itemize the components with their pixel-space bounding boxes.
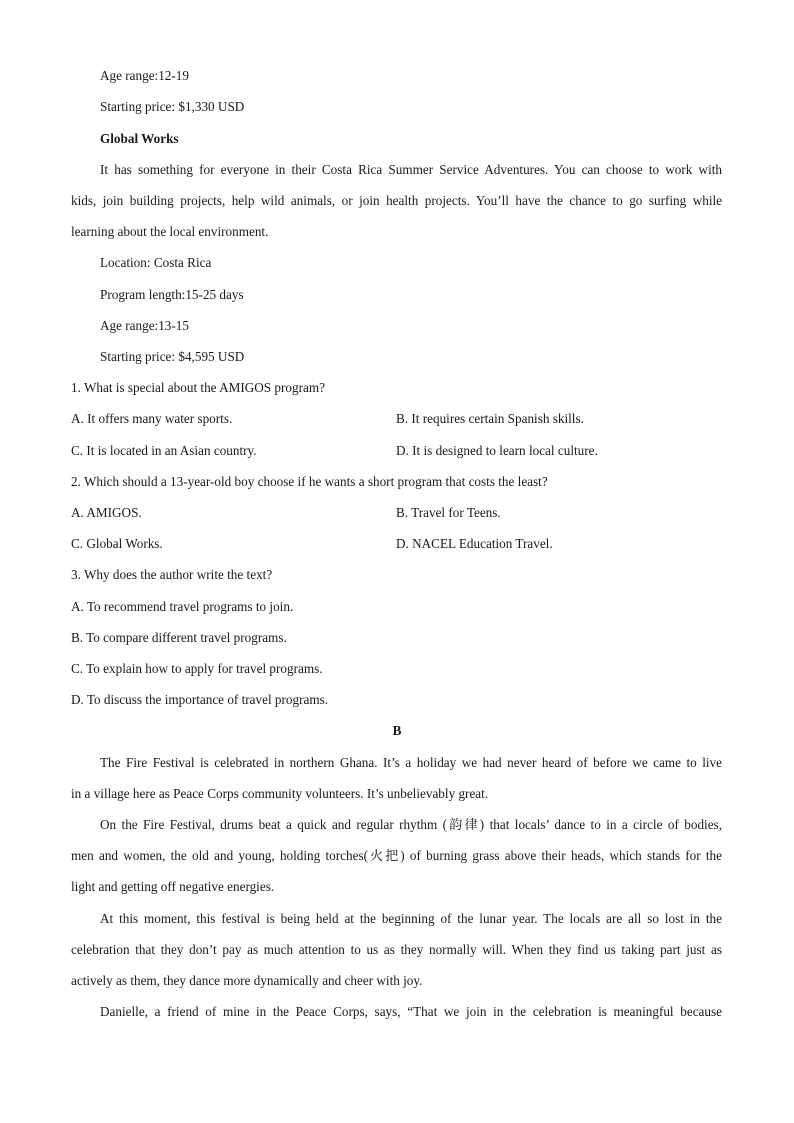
- question-3-option-a: A. To recommend travel programs to join.: [71, 599, 294, 614]
- global-works-line-2: kids, join building projects, help wild animals, or join health projects. You’ll have the chance to go surfing while: [71, 193, 722, 208]
- section-b-line-4: men and women, the old and young, holding torches(火把) of burning grass above their heads, which stands for the: [71, 848, 722, 863]
- program-length: Program length:15-25 days: [100, 287, 244, 302]
- question-1-stem: 1. What is special about the AMIGOS program?: [71, 380, 325, 395]
- question-1-option-a: A. It offers many water sports.: [71, 411, 233, 426]
- question-3-option-b: B. To compare different travel programs.: [71, 630, 287, 645]
- question-1-option-b: B. It requires certain Spanish skills.: [396, 411, 584, 426]
- global-works-line-1: It has something for everyone in their Costa Rica Summer Service Adventures. You can choose to work with: [100, 162, 722, 177]
- question-2-option-b: B. Travel for Teens.: [396, 505, 501, 520]
- starting-price-1: Starting price: $1,330 USD: [100, 99, 245, 114]
- question-2-option-d: D. NACEL Education Travel.: [396, 536, 553, 551]
- question-1-option-d: D. It is designed to learn local culture.: [396, 443, 598, 458]
- question-3-option-c: C. To explain how to apply for travel programs.: [71, 661, 323, 676]
- section-b-line-5: light and getting off negative energies.: [71, 879, 275, 894]
- question-2-option-c: C. Global Works.: [71, 536, 163, 551]
- section-b-line-6: At this moment, this festival is being held at the beginning of the lunar year. The locals are all so lost in the: [100, 911, 722, 926]
- question-1-option-c: C. It is located in an Asian country.: [71, 443, 257, 458]
- section-b-line-3: On the Fire Festival, drums beat a quick and regular rhythm (韵律) that locals’ dance to in a circle of bodies,: [100, 817, 722, 832]
- section-b-line-9: Danielle, a friend of mine in the Peace Corps, says, “That we join in the celebration is meaningful because: [100, 1004, 722, 1019]
- section-b-line-7: celebration that they don’t pay as much attention to us as they normally will. When they find us taking part just as: [71, 942, 722, 957]
- question-3-option-d: D. To discuss the importance of travel programs.: [71, 692, 329, 707]
- section-b-line-2: in a village here as Peace Corps community volunteers. It’s unbelievably great.: [71, 786, 489, 801]
- question-2-option-a: A. AMIGOS.: [71, 505, 142, 520]
- section-b-label: B: [392, 723, 402, 738]
- section-b-line-8: actively as them, they dance more dynamically and cheer with joy.: [71, 973, 423, 988]
- question-3-stem: 3. Why does the author write the text?: [71, 567, 273, 582]
- location: Location: Costa Rica: [100, 255, 212, 270]
- global-works-line-3: learning about the local environment.: [71, 224, 269, 239]
- age-range-2: Age range:13-15: [100, 318, 189, 333]
- global-works-heading: Global Works: [100, 131, 179, 146]
- question-2-stem: 2. Which should a 13-year-old boy choose if he wants a short program that costs the least?: [71, 474, 548, 489]
- age-range-1: Age range:12-19: [100, 68, 189, 83]
- section-b-line-1: The Fire Festival is celebrated in northern Ghana. It’s a holiday we had never heard of before we came to live: [100, 755, 722, 770]
- starting-price-2: Starting price: $4,595 USD: [100, 349, 245, 364]
